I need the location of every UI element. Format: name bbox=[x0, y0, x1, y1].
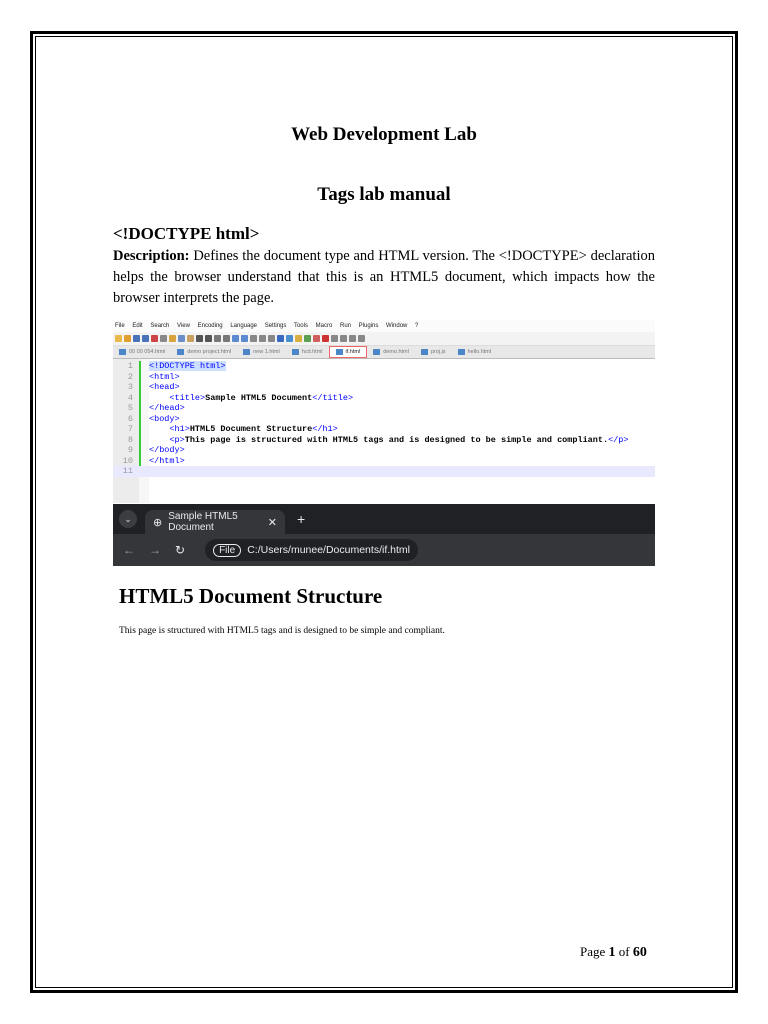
editor-tab[interactable]: demo project.html bbox=[171, 347, 237, 357]
url-field[interactable] bbox=[205, 539, 418, 561]
cut-icon[interactable] bbox=[169, 335, 176, 342]
code-line: 5 </head> bbox=[127, 403, 185, 413]
file-icon bbox=[119, 349, 126, 355]
page-number: Page 1 of 60 bbox=[580, 944, 647, 960]
menu-item[interactable]: Search bbox=[150, 323, 170, 329]
document-title: Web Development Lab bbox=[291, 124, 477, 145]
find-icon[interactable] bbox=[214, 335, 221, 342]
lang-icon[interactable] bbox=[286, 335, 293, 342]
browser-tab[interactable] bbox=[145, 510, 285, 534]
description-text: Defines the document type and HTML version. The <!DOCTYPE> declaration helps the browser understand that this is an HTML5 document, which impacts how the browser interprets the page. bbox=[113, 248, 655, 306]
file-icon bbox=[373, 349, 380, 355]
editor-toolbar bbox=[113, 332, 655, 346]
editor-tab-active[interactable]: if.html bbox=[329, 346, 368, 358]
code-lines bbox=[113, 361, 655, 477]
menu-item[interactable]: Edit bbox=[132, 323, 143, 329]
stop-macro-icon[interactable] bbox=[331, 335, 338, 342]
function-list-icon[interactable] bbox=[304, 335, 311, 342]
description-paragraph bbox=[113, 246, 655, 309]
play-macro-icon[interactable] bbox=[340, 335, 347, 342]
indent-guide-icon[interactable] bbox=[277, 335, 284, 342]
menu-item[interactable]: Plugins bbox=[358, 323, 379, 329]
code-line: 7 <h1>HTML5 Document Structure</h1> bbox=[127, 424, 338, 434]
tab-search-chevron-icon[interactable]: ⌄ bbox=[119, 510, 137, 528]
paste-icon[interactable] bbox=[187, 335, 194, 342]
editor-tabbar bbox=[113, 346, 655, 359]
code-line: 4 <title>Sample HTML5 Document</title> bbox=[127, 392, 354, 403]
forward-arrow-icon[interactable]: → bbox=[149, 543, 161, 557]
open-folder-icon[interactable] bbox=[124, 335, 131, 342]
code-line: 6 <body> bbox=[127, 413, 180, 424]
document-subtitle: Tags lab manual bbox=[317, 184, 451, 205]
file-icon bbox=[243, 349, 250, 355]
menu-item[interactable]: Language bbox=[230, 323, 258, 329]
editor-tab[interactable]: hcd.html bbox=[286, 347, 329, 357]
doc-map-icon[interactable] bbox=[295, 335, 302, 342]
record-macro-icon[interactable] bbox=[322, 335, 329, 342]
save-macro-icon[interactable] bbox=[358, 335, 365, 342]
globe-icon: ⊕ bbox=[153, 516, 163, 529]
close-tab-icon[interactable]: ✕ bbox=[267, 516, 277, 529]
file-icon bbox=[336, 349, 343, 355]
browser-screenshot bbox=[113, 504, 655, 566]
url-text: C:/Users/munee/Documents/if.html bbox=[247, 544, 410, 556]
folder-workspace-icon[interactable] bbox=[313, 335, 320, 342]
menu-item[interactable]: Macro bbox=[315, 323, 333, 329]
editor-tab[interactable]: demo.html bbox=[367, 347, 415, 357]
wrap-icon[interactable] bbox=[268, 335, 275, 342]
menu-item[interactable]: Run bbox=[339, 323, 351, 329]
save-icon[interactable] bbox=[133, 335, 140, 342]
run-macro-icon[interactable] bbox=[349, 335, 356, 342]
file-icon bbox=[421, 349, 428, 355]
description-label: Description: bbox=[113, 248, 190, 264]
code-line: 9 </body> bbox=[127, 445, 185, 455]
browser-address-bar bbox=[113, 534, 655, 566]
new-tab-icon[interactable]: + bbox=[297, 511, 306, 527]
rendered-heading: HTML5 Document Structure bbox=[119, 584, 383, 608]
replace-icon[interactable] bbox=[223, 335, 230, 342]
code-line: 8 <p>This page is structured with HTML5 tags and is designed to be simple and compliant.</p> bbox=[127, 434, 629, 445]
browser-tabbar bbox=[113, 504, 655, 534]
section-heading: <!DOCTYPE html> bbox=[113, 224, 260, 243]
code-line: 10 </html> bbox=[122, 455, 185, 466]
undo-icon[interactable] bbox=[196, 335, 203, 342]
rendered-paragraph: This page is structured with HTML5 tags and is designed to be simple and compliant. bbox=[119, 626, 445, 636]
close-file-icon[interactable] bbox=[151, 335, 158, 342]
reload-icon[interactable]: ↻ bbox=[175, 543, 186, 557]
browser-tab-title: Sample HTML5 Document bbox=[168, 511, 238, 533]
back-arrow-icon[interactable]: ← bbox=[123, 543, 135, 557]
code-line: 3 <head> bbox=[127, 382, 180, 392]
file-chip[interactable]: File bbox=[213, 544, 241, 557]
file-icon bbox=[458, 349, 465, 355]
redo-icon[interactable] bbox=[205, 335, 212, 342]
zoom-out-icon[interactable] bbox=[241, 335, 248, 342]
code-line-current: 11 bbox=[113, 466, 655, 477]
editor-tab[interactable]: new 1.html bbox=[237, 347, 286, 357]
new-file-icon[interactable] bbox=[115, 335, 122, 342]
menu-item[interactable]: View bbox=[177, 323, 190, 329]
sync-v-icon[interactable] bbox=[250, 335, 257, 342]
copy-icon[interactable] bbox=[178, 335, 185, 342]
menu-item[interactable]: Window bbox=[386, 323, 408, 329]
file-icon bbox=[177, 349, 184, 355]
menu-item[interactable]: File bbox=[115, 323, 125, 329]
code-area[interactable] bbox=[113, 359, 655, 503]
print-icon[interactable] bbox=[160, 335, 167, 342]
menu-item[interactable]: Settings bbox=[264, 323, 287, 329]
sync-h-icon[interactable] bbox=[259, 335, 266, 342]
code-line: 1 <!DOCTYPE html> bbox=[127, 361, 226, 371]
menu-item[interactable]: Tools bbox=[293, 323, 308, 329]
file-icon bbox=[292, 349, 299, 355]
editor-tab[interactable]: proj.js bbox=[415, 347, 452, 357]
menu-item[interactable]: Encoding bbox=[197, 323, 223, 329]
editor-tab[interactable]: hello.html bbox=[452, 347, 498, 357]
menu-item[interactable]: ? bbox=[415, 323, 419, 329]
editor-tab[interactable]: 00 00 054.html bbox=[113, 347, 171, 357]
code-line: 2 <html> bbox=[127, 371, 180, 382]
editor-screenshot bbox=[113, 320, 655, 503]
zoom-in-icon[interactable] bbox=[232, 335, 239, 342]
save-all-icon[interactable] bbox=[142, 335, 149, 342]
editor-menubar bbox=[113, 320, 655, 332]
